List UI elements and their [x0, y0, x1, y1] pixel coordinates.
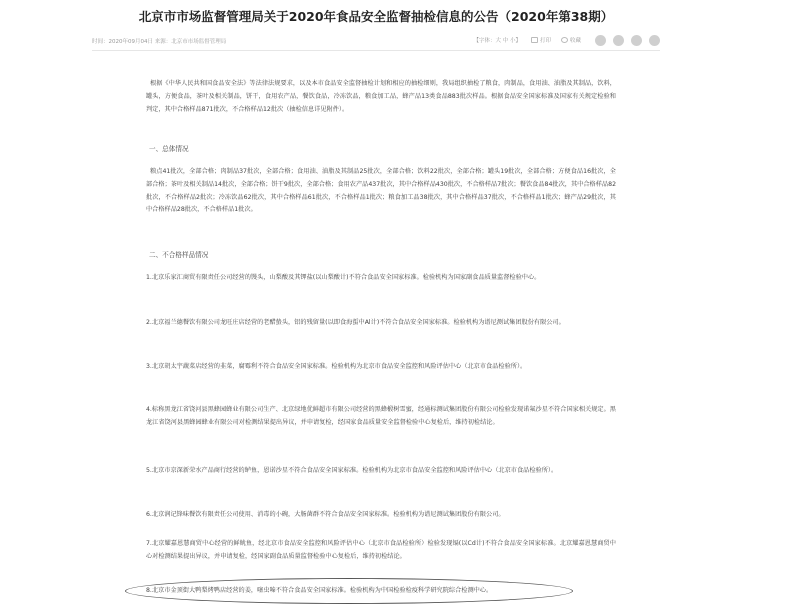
qzone-icon[interactable]	[631, 35, 642, 46]
section-heading-overview: 一、总体情况	[149, 145, 189, 153]
weibo-icon[interactable]	[613, 35, 624, 46]
list-item: 8.北京市金顶街大鸭梨烤鸭店经营的姜，噻虫嗪不符合食品安全国家标准。检验机构为中国检验检疫科学研究院综合检测中心。	[146, 587, 493, 594]
list-item: 4.标称黑龙江省饶河县黑蜂园蜂业有限公司生产、北京绿地优鲜超市有限公司经营的黑蜂椴树雪蜜，经通标测试集团股份有限公司检验发现诺氟沙星不符合国家相关规定。黑龙江省饶河县黑蜂园蜂业有限公司对检测结果提出异议，并申请复检，经国家食品质量安全监督检验中心复检后，维持初检结论。	[146, 406, 616, 426]
list-item: 5.北京市京深新荣水产品商行经营的鲈鱼，恩诺沙星不符合食品安全国家标准。检验机构为北京市食品安全监控和风险评估中心（北京市食品检验所）。	[146, 467, 558, 474]
printer-icon	[531, 37, 538, 43]
list-item: 2.北京福兰德餐饮有限公司龙旺庄店经营的老醋蛰头，铝的残留量(以即食海蜇中Al计)不符合食品安全国家标准。检验机构为谱尼测试集团股份有限公司。	[146, 319, 565, 326]
list-item: 6.北京润记锋味餐饮有限责任公司使用、消毒的小碗，大肠菌群不符合食品安全国家标准。检验机构为谱尼测试集团股份有限公司。	[146, 511, 505, 518]
star-icon	[561, 37, 568, 43]
title-divider	[92, 50, 660, 51]
article-toolbar	[463, 32, 660, 48]
section-heading-nonconforming: 二、不合格样品情况	[149, 251, 209, 259]
list-item: 1.北京乐家汇商贸有限责任公司经营的馒头，山梨酸及其钾盐(以山梨酸计)不符合食品安全国家标准。检验机构为国家副食品质量监督检验中心。	[146, 274, 541, 281]
favorite-button[interactable]	[561, 36, 581, 44]
publish-info: 时间：2020年09月04日 来源：北京市市场监督管理局	[92, 39, 227, 45]
article-meta-bar	[92, 32, 660, 48]
wechat-icon[interactable]	[595, 35, 606, 46]
list-item: 7.北京耀嘉恩慧商贸中心经营的鲜鱿鱼，经北京市食品安全监控和风险评估中心（北京市食品检验所）检验发现镉(以Cd计)不符合食品安全国家标准。北京耀嘉恩慧商贸中心对检测结果提出异议，并申请复检，经国家副食品质量监督检验中心复检后，维持初检结论。	[146, 540, 616, 560]
hand-drawn-highlight-ellipse	[125, 578, 573, 604]
favorite-label: 收藏	[569, 38, 581, 44]
intro-paragraph: 根据《中华人民共和国食品安全法》等法律法规要求，以及本市食品安全监督抽检计划和相应的抽检细则，我局组织抽检了粮食，肉制品，食用油、油脂及其制品，饮料，罐头，方便食品，茶叶及相关制品，饼干，食用农产品，餐饮食品，冷冻饮品，粮食加工品，蜂产品13类食品883批次样品。根据食品安全国家标准及国家有关规定检验和判定，其中合格样品871批次，不合格样品12批次（抽检信息详见附件）。	[146, 80, 616, 113]
list-item: 3.北京胡太宇蔬菜店经营的韭菜，腐霉利不符合食品安全国家标准。检验机构为北京市食品安全监控和风险评估中心（北京市食品检验所）。	[146, 363, 527, 370]
print-label: 打印	[539, 38, 551, 44]
font-size-control[interactable]: 【字体：大 中 小】	[473, 38, 521, 44]
more-share-icon[interactable]	[649, 35, 660, 46]
article-page	[92, 0, 660, 609]
print-button[interactable]	[531, 36, 551, 44]
overview-paragraph: 粮点41批次，全部合格；肉制品37批次，全部合格；食用油、油脂及其制品25批次，全部合格；饮料22批次，全部合格；罐头19批次，全部合格；方便食品16批次，全部合格；茶叶及相关制品14批次，全部合格；饼干9批次，全部合格；食用农产品437批次，其中合格样品430批次，不合格样品7批次；餐饮食品84批次，其中合格样品82批次，不合格样品2批次；冷冻饮品62批次，其中合格样品61批次，不合格样品1批次；粮食加工品38批次，其中合格样品37批次，不合格样品1批次；蜂产品29批次，其中合格样品28批次，不合格样品1批次。	[146, 168, 616, 214]
page-title: 北京市市场监督管理局关于2020年食品安全监督抽检信息的公告（2020年第38期）	[138, 9, 614, 24]
